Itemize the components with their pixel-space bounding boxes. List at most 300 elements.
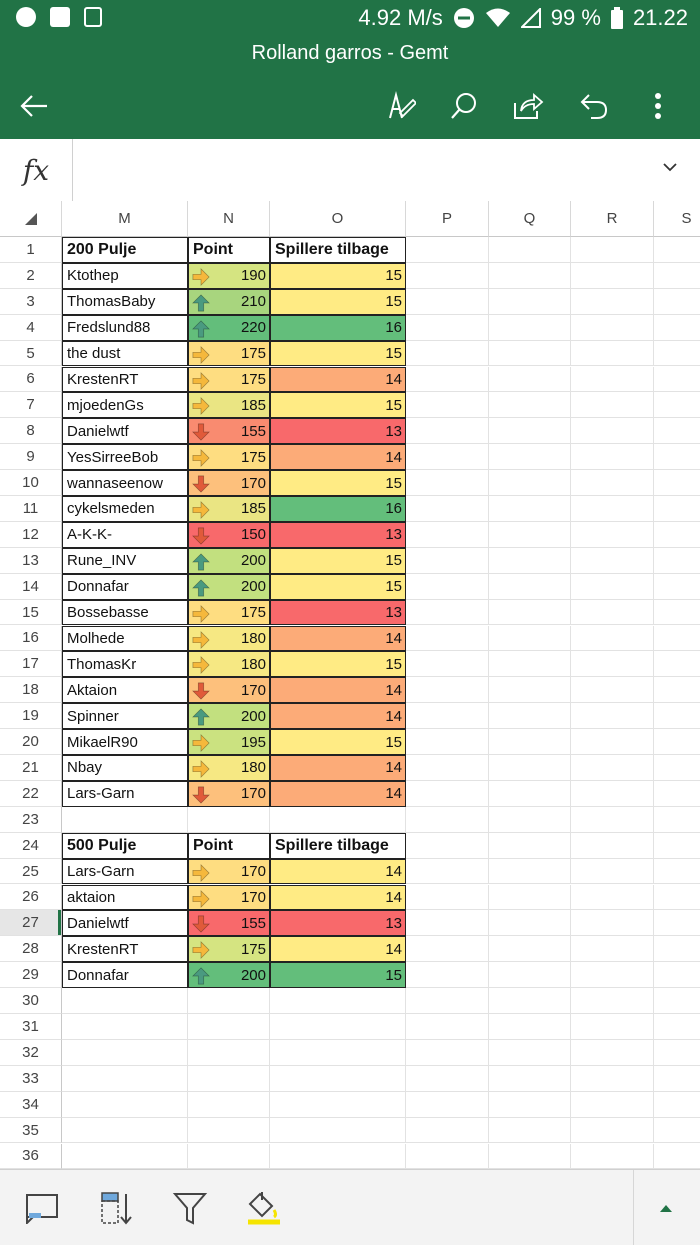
fill-color-button[interactable] — [244, 1188, 284, 1228]
cell[interactable] — [489, 522, 571, 548]
players-left-cell[interactable]: 14 — [270, 626, 406, 652]
cell[interactable] — [489, 600, 571, 626]
point-cell[interactable] — [188, 703, 270, 729]
cell[interactable] — [406, 341, 489, 367]
cell[interactable] — [406, 548, 489, 574]
player-name-cell[interactable]: ThomasBaby — [62, 289, 188, 315]
cell[interactable] — [489, 392, 571, 418]
cell[interactable] — [654, 936, 700, 962]
column-header-o[interactable]: O — [270, 201, 406, 237]
row-header-35[interactable]: 35 — [0, 1118, 62, 1144]
cell[interactable] — [62, 807, 188, 833]
player-name-cell[interactable]: Danielwtf — [62, 418, 188, 444]
row-header-23[interactable]: 23 — [0, 807, 62, 833]
row-header-18[interactable]: 18 — [0, 677, 62, 703]
column-header-p[interactable]: P — [406, 201, 489, 237]
cell[interactable] — [188, 1014, 270, 1040]
cell[interactable] — [489, 936, 571, 962]
cell[interactable] — [571, 574, 654, 600]
row-header-12[interactable]: 12 — [0, 522, 62, 548]
cell[interactable] — [654, 885, 700, 911]
cell[interactable] — [571, 392, 654, 418]
row-header-9[interactable]: 9 — [0, 444, 62, 470]
cell[interactable] — [489, 1066, 571, 1092]
formula-input[interactable] — [73, 139, 633, 201]
cell[interactable] — [654, 444, 700, 470]
cell[interactable] — [270, 1118, 406, 1144]
player-name-cell[interactable]: Ktothep — [62, 263, 188, 289]
cell[interactable] — [489, 367, 571, 393]
cell[interactable] — [654, 1040, 700, 1066]
cell[interactable] — [489, 988, 571, 1014]
player-name-cell[interactable]: the dust — [62, 341, 188, 367]
cell[interactable] — [489, 1092, 571, 1118]
player-name-cell[interactable]: mjoedenGs — [62, 392, 188, 418]
row-header-10[interactable]: 10 — [0, 470, 62, 496]
cell[interactable] — [654, 833, 700, 859]
point-cell[interactable] — [188, 859, 270, 885]
cell[interactable] — [406, 522, 489, 548]
cell[interactable] — [654, 263, 700, 289]
cell[interactable] — [489, 341, 571, 367]
row-header-4[interactable]: 4 — [0, 315, 62, 341]
cell[interactable] — [571, 1092, 654, 1118]
cell[interactable] — [571, 496, 654, 522]
cell[interactable] — [571, 729, 654, 755]
cell[interactable] — [654, 574, 700, 600]
cell[interactable] — [406, 600, 489, 626]
cell[interactable] — [571, 1014, 654, 1040]
cell[interactable] — [571, 315, 654, 341]
cell[interactable] — [188, 1118, 270, 1144]
player-name-cell[interactable]: cykelsmeden — [62, 496, 188, 522]
cell[interactable] — [654, 522, 700, 548]
cell[interactable] — [489, 1014, 571, 1040]
cell[interactable] — [406, 729, 489, 755]
cell[interactable] — [654, 910, 700, 936]
cell[interactable] — [489, 885, 571, 911]
cell[interactable] — [571, 522, 654, 548]
cell[interactable] — [489, 703, 571, 729]
cell[interactable] — [489, 496, 571, 522]
cell[interactable] — [62, 1092, 188, 1118]
filter-button[interactable] — [170, 1188, 210, 1228]
cell[interactable] — [654, 626, 700, 652]
sort-button[interactable] — [96, 1188, 136, 1228]
cell[interactable] — [489, 237, 571, 263]
point-cell[interactable] — [188, 651, 270, 677]
cell[interactable] — [406, 444, 489, 470]
row-header-13[interactable]: 13 — [0, 548, 62, 574]
undo-button[interactable] — [576, 88, 612, 124]
cell[interactable] — [406, 626, 489, 652]
cell[interactable] — [571, 807, 654, 833]
cell[interactable] — [654, 807, 700, 833]
cell[interactable] — [571, 988, 654, 1014]
column-header-q[interactable]: Q — [489, 201, 571, 237]
cell[interactable] — [654, 392, 700, 418]
player-name-cell[interactable]: Donnafar — [62, 962, 188, 988]
cell[interactable] — [489, 651, 571, 677]
point-cell[interactable] — [188, 522, 270, 548]
point-cell[interactable] — [188, 444, 270, 470]
player-name-cell[interactable]: Donnafar — [62, 574, 188, 600]
player-name-cell[interactable]: KrestenRT — [62, 936, 188, 962]
cell[interactable] — [571, 703, 654, 729]
players-left-cell[interactable]: 13 — [270, 600, 406, 626]
players-left-cell[interactable]: 16 — [270, 315, 406, 341]
row-header-36[interactable]: 36 — [0, 1144, 62, 1170]
cell[interactable] — [654, 729, 700, 755]
point-cell[interactable] — [188, 315, 270, 341]
cell[interactable] — [654, 418, 700, 444]
point-cell[interactable] — [188, 367, 270, 393]
cell[interactable] — [406, 651, 489, 677]
cell[interactable] — [188, 1144, 270, 1170]
cell[interactable] — [406, 936, 489, 962]
row-header-14[interactable]: 14 — [0, 574, 62, 600]
point-cell[interactable] — [188, 470, 270, 496]
row-header-28[interactable]: 28 — [0, 936, 62, 962]
cell[interactable] — [571, 651, 654, 677]
player-name-cell[interactable]: Danielwtf — [62, 910, 188, 936]
row-header-5[interactable]: 5 — [0, 341, 62, 367]
row-header-26[interactable]: 26 — [0, 885, 62, 911]
cell[interactable] — [62, 1144, 188, 1170]
cell[interactable] — [489, 1144, 571, 1170]
cell[interactable] — [489, 470, 571, 496]
cell[interactable] — [571, 1066, 654, 1092]
cell[interactable] — [406, 1014, 489, 1040]
cell[interactable] — [270, 1092, 406, 1118]
cell[interactable] — [571, 548, 654, 574]
table-header-cell[interactable]: 200 Pulje — [62, 237, 188, 263]
player-name-cell[interactable]: MikaelR90 — [62, 729, 188, 755]
cell[interactable] — [489, 548, 571, 574]
point-cell[interactable] — [188, 496, 270, 522]
cell[interactable] — [489, 962, 571, 988]
players-left-cell[interactable]: 14 — [270, 859, 406, 885]
player-name-cell[interactable]: Aktaion — [62, 677, 188, 703]
player-name-cell[interactable]: A-K-K- — [62, 522, 188, 548]
cell[interactable] — [406, 470, 489, 496]
cell[interactable] — [188, 1040, 270, 1066]
row-header-6[interactable]: 6 — [0, 367, 62, 393]
cell[interactable] — [571, 833, 654, 859]
cell[interactable] — [654, 1066, 700, 1092]
cell[interactable] — [406, 367, 489, 393]
cell[interactable] — [654, 1118, 700, 1144]
player-name-cell[interactable]: KrestenRT — [62, 367, 188, 393]
point-cell[interactable] — [188, 418, 270, 444]
players-left-cell[interactable]: 13 — [270, 910, 406, 936]
row-header-31[interactable]: 31 — [0, 1014, 62, 1040]
players-left-cell[interactable]: 15 — [270, 470, 406, 496]
cell[interactable] — [571, 910, 654, 936]
players-left-cell[interactable]: 14 — [270, 936, 406, 962]
cell[interactable] — [571, 962, 654, 988]
row-header-21[interactable]: 21 — [0, 755, 62, 781]
cell[interactable] — [489, 729, 571, 755]
players-left-cell[interactable]: 14 — [270, 755, 406, 781]
players-left-cell[interactable]: 13 — [270, 522, 406, 548]
row-header-24[interactable]: 24 — [0, 833, 62, 859]
row-header-34[interactable]: 34 — [0, 1092, 62, 1118]
cell[interactable] — [406, 885, 489, 911]
cell[interactable] — [270, 1040, 406, 1066]
cell[interactable] — [406, 1066, 489, 1092]
cell[interactable] — [406, 315, 489, 341]
table-header-cell[interactable]: Spillere tilbage — [270, 237, 406, 263]
expand-toolbar-button[interactable] — [646, 1188, 686, 1228]
point-cell[interactable] — [188, 781, 270, 807]
cell[interactable] — [654, 1144, 700, 1170]
point-cell[interactable] — [188, 755, 270, 781]
players-left-cell[interactable]: 14 — [270, 677, 406, 703]
cell[interactable] — [406, 910, 489, 936]
cell[interactable] — [571, 1040, 654, 1066]
cell[interactable] — [270, 988, 406, 1014]
player-name-cell[interactable]: Spinner — [62, 703, 188, 729]
player-name-cell[interactable]: wannaseenow — [62, 470, 188, 496]
cell[interactable] — [489, 1040, 571, 1066]
cell[interactable] — [654, 496, 700, 522]
column-header-m[interactable]: M — [62, 201, 188, 237]
cell[interactable] — [571, 626, 654, 652]
cell[interactable] — [654, 677, 700, 703]
column-header-n[interactable]: N — [188, 201, 270, 237]
column-header-s[interactable]: S — [654, 201, 700, 237]
cell[interactable] — [489, 444, 571, 470]
cell[interactable] — [406, 703, 489, 729]
cell[interactable] — [406, 677, 489, 703]
player-name-cell[interactable]: YesSirreeBob — [62, 444, 188, 470]
cell[interactable] — [62, 1066, 188, 1092]
cell[interactable] — [571, 341, 654, 367]
expand-formula-button[interactable] — [660, 157, 680, 182]
point-cell[interactable] — [188, 677, 270, 703]
player-name-cell[interactable]: ThomasKr — [62, 651, 188, 677]
players-left-cell[interactable]: 15 — [270, 341, 406, 367]
players-left-cell[interactable]: 14 — [270, 885, 406, 911]
players-left-cell[interactable]: 14 — [270, 703, 406, 729]
players-left-cell[interactable]: 15 — [270, 651, 406, 677]
player-name-cell[interactable]: Molhede — [62, 626, 188, 652]
cell[interactable] — [406, 496, 489, 522]
row-header-33[interactable]: 33 — [0, 1066, 62, 1092]
cell[interactable] — [571, 470, 654, 496]
cell[interactable] — [406, 755, 489, 781]
cell[interactable] — [571, 781, 654, 807]
players-left-cell[interactable]: 13 — [270, 418, 406, 444]
row-header-29[interactable]: 29 — [0, 962, 62, 988]
spreadsheet-grid[interactable] — [0, 201, 700, 1169]
search-button[interactable] — [446, 88, 482, 124]
cell[interactable] — [571, 418, 654, 444]
cell[interactable] — [406, 1092, 489, 1118]
cell[interactable] — [489, 677, 571, 703]
comment-button[interactable] — [22, 1188, 62, 1228]
row-header-3[interactable]: 3 — [0, 289, 62, 315]
cell[interactable] — [654, 859, 700, 885]
player-name-cell[interactable]: Bossebasse — [62, 600, 188, 626]
player-name-cell[interactable]: Rune_INV — [62, 548, 188, 574]
share-button[interactable] — [510, 88, 546, 124]
cell[interactable] — [62, 1040, 188, 1066]
row-header-25[interactable]: 25 — [0, 859, 62, 885]
cell[interactable] — [406, 962, 489, 988]
row-header-32[interactable]: 32 — [0, 1040, 62, 1066]
point-cell[interactable] — [188, 289, 270, 315]
cell[interactable] — [571, 444, 654, 470]
cell[interactable] — [654, 651, 700, 677]
point-cell[interactable] — [188, 729, 270, 755]
row-header-15[interactable]: 15 — [0, 600, 62, 626]
cell[interactable] — [654, 962, 700, 988]
cell[interactable] — [62, 988, 188, 1014]
cell[interactable] — [270, 1014, 406, 1040]
cell[interactable] — [571, 677, 654, 703]
cell[interactable] — [654, 289, 700, 315]
point-cell[interactable] — [188, 341, 270, 367]
players-left-cell[interactable]: 14 — [270, 444, 406, 470]
cell[interactable] — [571, 936, 654, 962]
table-header-cell[interactable]: Point — [188, 237, 270, 263]
cell[interactable] — [62, 1118, 188, 1144]
point-cell[interactable] — [188, 885, 270, 911]
row-header-7[interactable]: 7 — [0, 392, 62, 418]
players-left-cell[interactable]: 15 — [270, 392, 406, 418]
player-name-cell[interactable]: Lars-Garn — [62, 781, 188, 807]
cell[interactable] — [489, 781, 571, 807]
cell[interactable] — [654, 1014, 700, 1040]
cell[interactable] — [406, 237, 489, 263]
player-name-cell[interactable]: Fredslund88 — [62, 315, 188, 341]
cell[interactable] — [571, 289, 654, 315]
row-header-11[interactable]: 11 — [0, 496, 62, 522]
cell[interactable] — [406, 1144, 489, 1170]
players-left-cell[interactable]: 15 — [270, 548, 406, 574]
cell[interactable] — [188, 1092, 270, 1118]
cell[interactable] — [654, 367, 700, 393]
point-cell[interactable] — [188, 574, 270, 600]
cell[interactable] — [406, 988, 489, 1014]
cell[interactable] — [62, 1014, 188, 1040]
point-cell[interactable] — [188, 548, 270, 574]
table-header-cell[interactable]: 500 Pulje — [62, 833, 188, 859]
row-header-19[interactable]: 19 — [0, 703, 62, 729]
draw-button[interactable] — [383, 88, 419, 124]
cell[interactable] — [489, 626, 571, 652]
row-header-8[interactable]: 8 — [0, 418, 62, 444]
cell[interactable] — [654, 781, 700, 807]
row-header-20[interactable]: 20 — [0, 729, 62, 755]
select-all-corner[interactable] — [0, 201, 62, 237]
point-cell[interactable] — [188, 962, 270, 988]
row-header-16[interactable]: 16 — [0, 626, 62, 652]
cell[interactable] — [489, 418, 571, 444]
cell[interactable] — [188, 988, 270, 1014]
cell[interactable] — [571, 885, 654, 911]
cell[interactable] — [654, 988, 700, 1014]
cell[interactable] — [654, 470, 700, 496]
row-header-22[interactable]: 22 — [0, 781, 62, 807]
cell[interactable] — [571, 367, 654, 393]
cell[interactable] — [654, 237, 700, 263]
cell[interactable] — [489, 859, 571, 885]
cell[interactable] — [406, 392, 489, 418]
point-cell[interactable] — [188, 600, 270, 626]
players-left-cell[interactable]: 15 — [270, 962, 406, 988]
cell[interactable] — [188, 807, 270, 833]
cell[interactable] — [489, 910, 571, 936]
cell[interactable] — [270, 807, 406, 833]
cell[interactable] — [406, 807, 489, 833]
cell[interactable] — [571, 1144, 654, 1170]
row-header-2[interactable]: 2 — [0, 263, 62, 289]
player-name-cell[interactable]: aktaion — [62, 885, 188, 911]
cell[interactable] — [406, 859, 489, 885]
cell[interactable] — [654, 755, 700, 781]
cell[interactable] — [571, 263, 654, 289]
players-left-cell[interactable]: 15 — [270, 263, 406, 289]
cell[interactable] — [571, 600, 654, 626]
cell[interactable] — [406, 263, 489, 289]
cell[interactable] — [489, 289, 571, 315]
player-name-cell[interactable]: Nbay — [62, 755, 188, 781]
table-header-cell[interactable]: Spillere tilbage — [270, 833, 406, 859]
cell[interactable] — [489, 807, 571, 833]
cell[interactable] — [489, 315, 571, 341]
point-cell[interactable] — [188, 910, 270, 936]
cell[interactable] — [571, 237, 654, 263]
cell[interactable] — [489, 755, 571, 781]
players-left-cell[interactable]: 16 — [270, 496, 406, 522]
players-left-cell[interactable]: 15 — [270, 729, 406, 755]
players-left-cell[interactable]: 14 — [270, 781, 406, 807]
cell[interactable] — [571, 859, 654, 885]
point-cell[interactable] — [188, 626, 270, 652]
back-button[interactable] — [16, 88, 52, 124]
point-cell[interactable] — [188, 936, 270, 962]
cell[interactable] — [654, 315, 700, 341]
cell[interactable] — [654, 341, 700, 367]
cell[interactable] — [406, 1118, 489, 1144]
cell[interactable] — [489, 1118, 571, 1144]
cell[interactable] — [406, 574, 489, 600]
cell[interactable] — [654, 1092, 700, 1118]
cell[interactable] — [571, 1118, 654, 1144]
players-left-cell[interactable]: 15 — [270, 574, 406, 600]
players-left-cell[interactable]: 15 — [270, 289, 406, 315]
table-header-cell[interactable]: Point — [188, 833, 270, 859]
players-left-cell[interactable]: 14 — [270, 367, 406, 393]
point-cell[interactable] — [188, 392, 270, 418]
cell[interactable] — [489, 574, 571, 600]
cell[interactable] — [406, 289, 489, 315]
row-header-17[interactable]: 17 — [0, 651, 62, 677]
cell[interactable] — [270, 1144, 406, 1170]
more-options-button[interactable] — [640, 88, 676, 124]
cell[interactable] — [654, 548, 700, 574]
cell[interactable] — [654, 703, 700, 729]
point-cell[interactable] — [188, 263, 270, 289]
cell[interactable] — [406, 833, 489, 859]
cell[interactable] — [489, 263, 571, 289]
cell[interactable] — [406, 1040, 489, 1066]
row-header-27[interactable]: 27 — [0, 910, 62, 936]
cell[interactable] — [406, 781, 489, 807]
